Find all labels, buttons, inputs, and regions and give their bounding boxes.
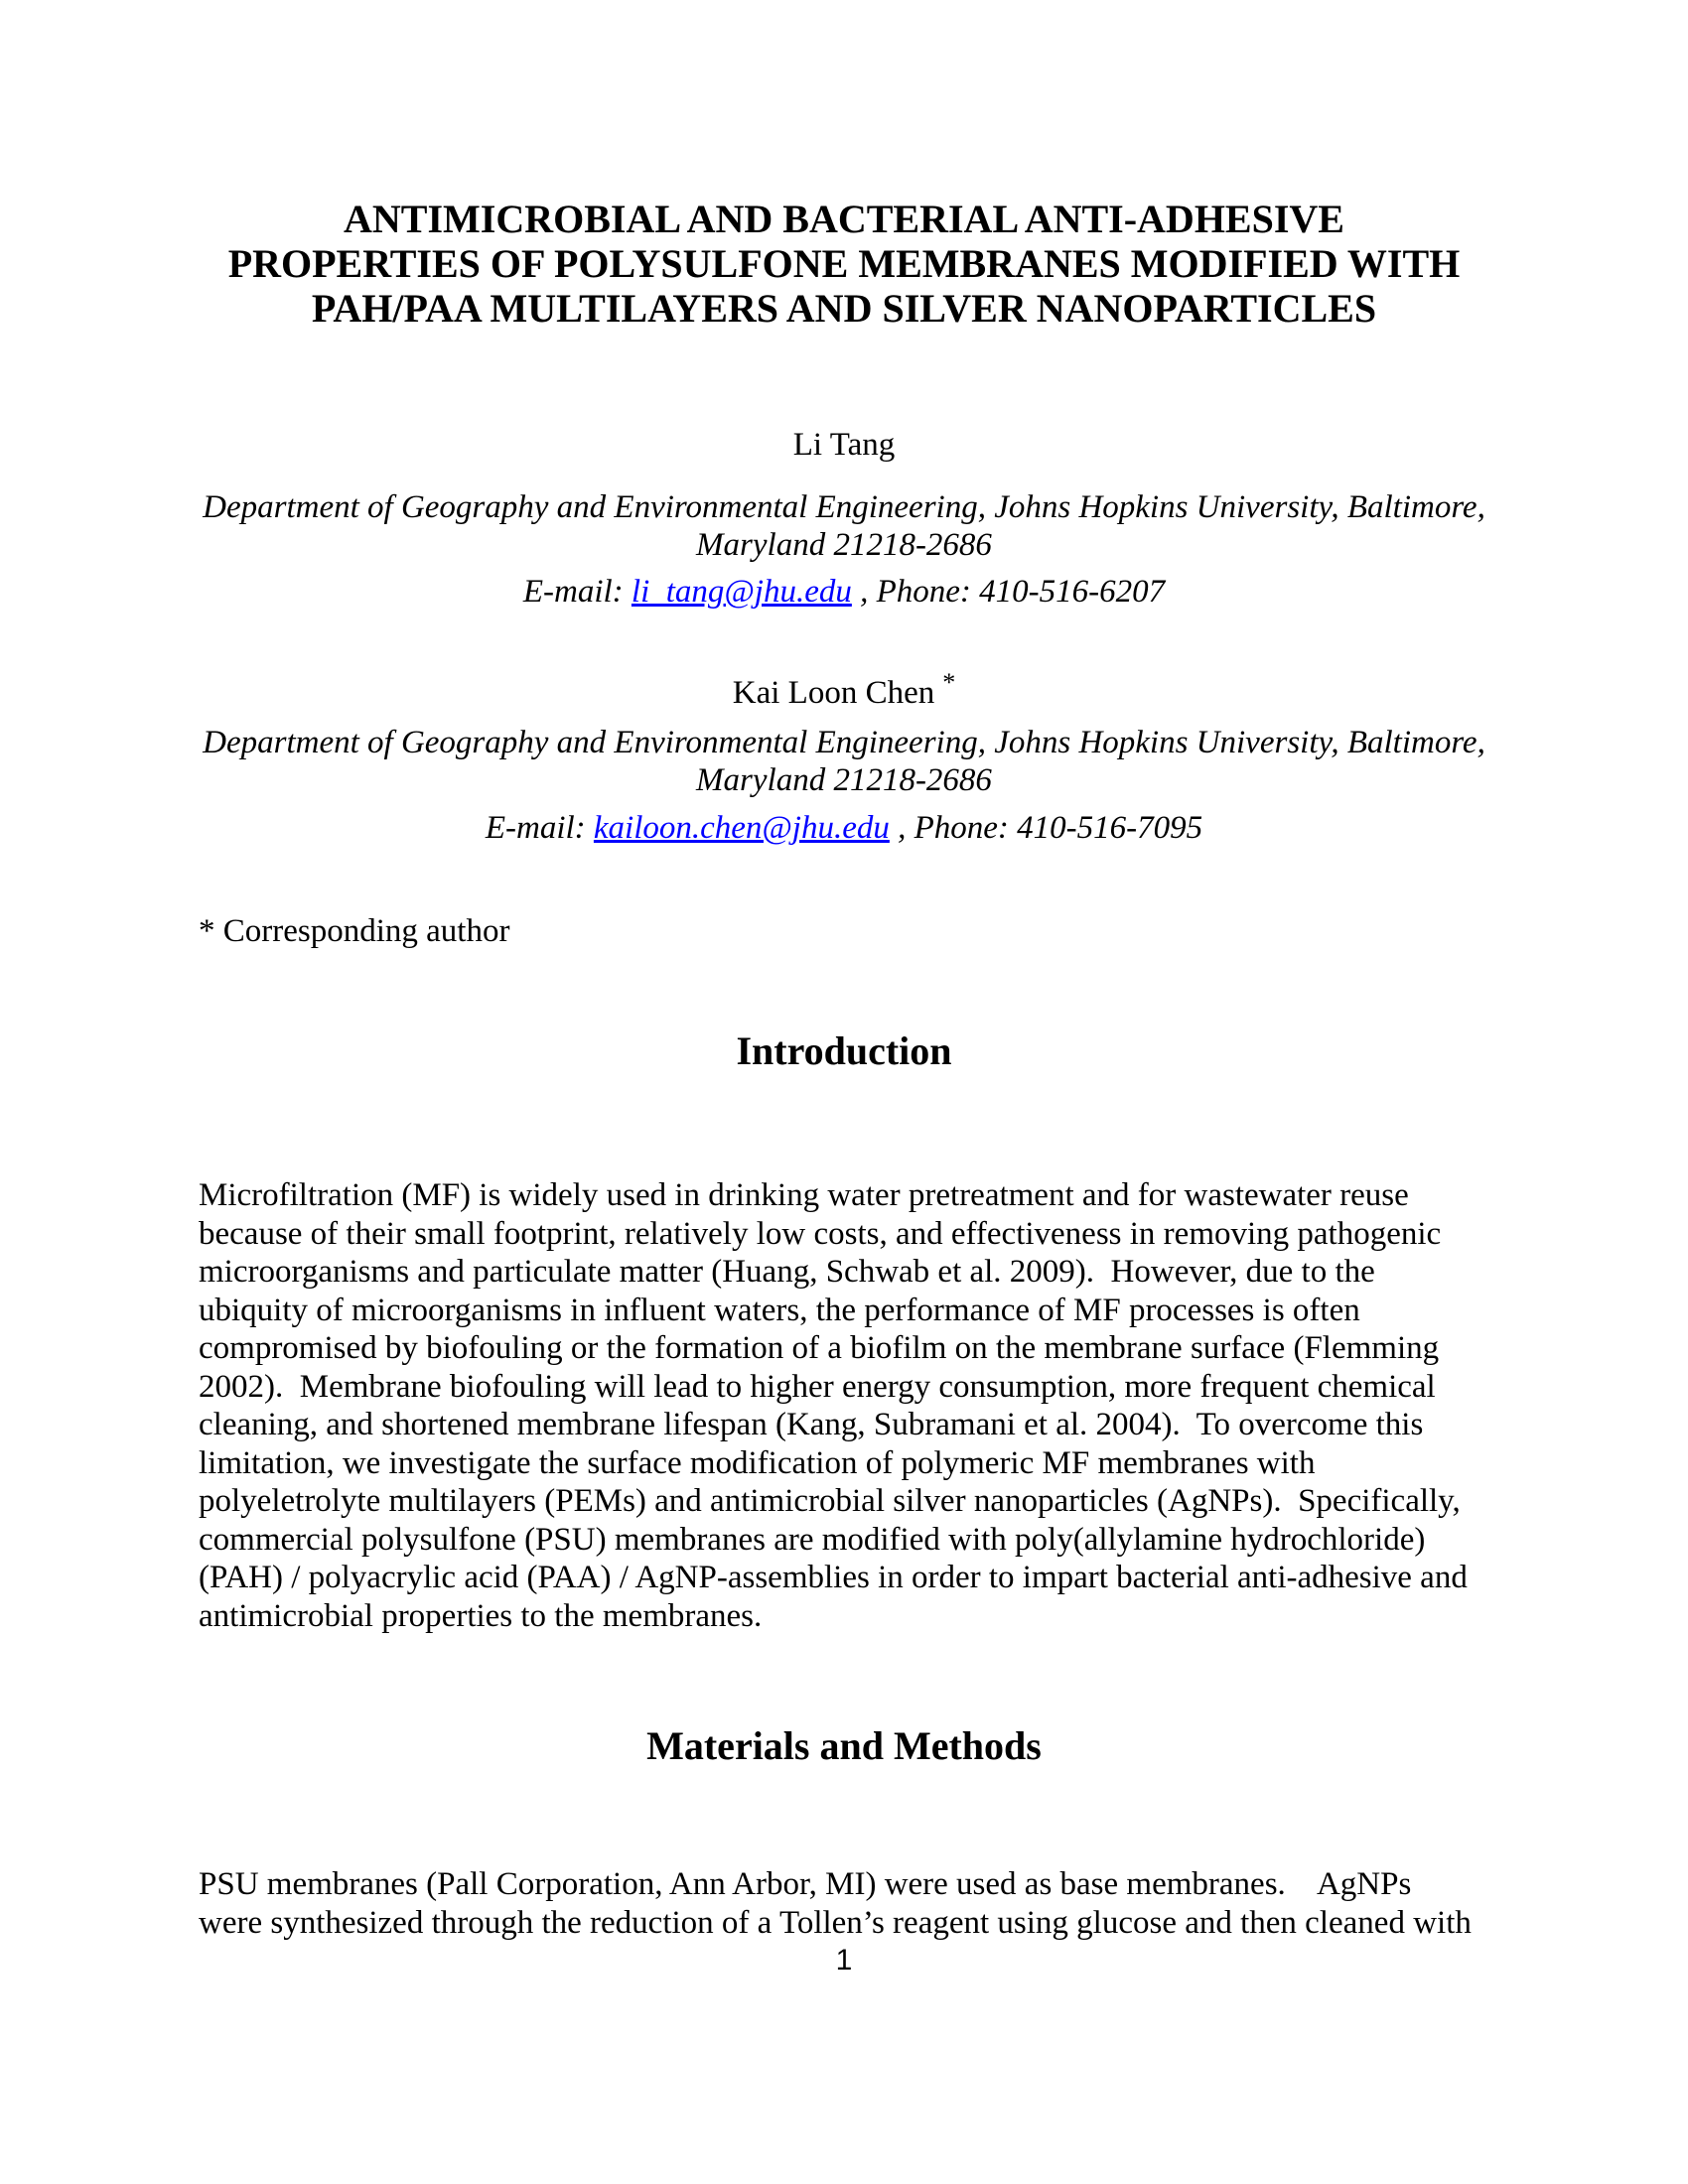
paper-title xyxy=(199,197,1489,331)
paper-title-line: ANTIMICROBIAL AND BACTERIAL ANTI-ADHESIVE xyxy=(344,197,1344,241)
introduction-paragraph xyxy=(199,1176,1489,1635)
paper-title-line: PAH/PAA MULTILAYERS AND SILVER NANOPARTICLES xyxy=(311,286,1377,331)
author-email-line-kai-loon-chen xyxy=(199,809,1489,847)
paragraph-line: because of their small footprint, relatively low costs, and effectiveness in removing pathogenic xyxy=(199,1215,1442,1252)
materials-paragraph xyxy=(199,1865,1489,1942)
phone-text: , Phone: 410-516-6207 xyxy=(851,574,1166,610)
paragraph-line: antimicrobial properties to the membranes. xyxy=(199,1597,763,1634)
corresponding-author-note: * Corresponding author xyxy=(199,913,510,949)
paragraph-line: were synthesized through the reduction of a Tollen’s reagent using glucose and then cleaned with xyxy=(199,1904,1472,1941)
paragraph-line: polyeletrolyte multilayers (PEMs) and antimicrobial silver nanoparticles (AgNPs). Specifically, xyxy=(199,1483,1461,1519)
paragraph-line: compromised by biofouling or the formation of a biofilm on the membrane surface (Flemming xyxy=(199,1330,1440,1366)
paragraph-line: PSU membranes (Pall Corporation, Ann Arbor, MI) were used as base membranes. AgNPs xyxy=(199,1866,1412,1902)
section-heading-introduction: Introduction xyxy=(736,1028,952,1073)
author-name-text: Kai Loon Chen xyxy=(732,675,935,711)
paragraph-line: Microfiltration (MF) is widely used in drinking water pretreatment and for wastewater reuse xyxy=(199,1177,1409,1213)
paragraph-line: ubiquity of microorganisms in influent waters, the performance of MF processes is often xyxy=(199,1292,1360,1328)
paragraph-line: 2002). Membrane biofouling will lead to higher energy consumption, more frequent chemical xyxy=(199,1368,1436,1405)
author-name-li-tang xyxy=(199,426,1489,464)
section-heading-materials-and-methods: Materials and Methods xyxy=(646,1723,1042,1768)
affiliation-line: Maryland 21218-2686 xyxy=(696,762,992,798)
affiliation-line: Department of Geography and Environmental Engineering, Johns Hopkins University, Baltimore, xyxy=(203,489,1485,525)
email-label: E-mail: xyxy=(485,810,594,846)
paragraph-line: commercial polysulfone (PSU) membranes are modified with poly(allylamine hydrochloride) xyxy=(199,1521,1426,1558)
page-number: 1 xyxy=(835,1944,853,1977)
paragraph-line: microorganisms and particulate matter (Huang, Schwab et al. 2009). However, due to the xyxy=(199,1254,1375,1290)
email-link-kai-loon-chen[interactable]: kailoon.chen@jhu.edu xyxy=(593,810,890,846)
affiliation-line: Department of Geography and Environmental Engineering, Johns Hopkins University, Baltimore, xyxy=(203,725,1485,760)
paper-title-line: PROPERTIES OF POLYSULFONE MEMBRANES MODIFIED WITH xyxy=(227,241,1461,286)
email-link-li-tang[interactable]: li_tang@jhu.edu xyxy=(631,574,852,610)
paragraph-line: cleaning, and shortened membrane lifespan (Kang, Subramani et al. 2004). To overcome this xyxy=(199,1407,1424,1442)
author-affiliation-li-tang xyxy=(199,488,1489,564)
paragraph-line: limitation, we investigate the surface modification of polymeric MF membranes with xyxy=(199,1444,1316,1481)
author-email-line-li-tang xyxy=(199,573,1489,611)
paragraph-line: (PAH) / polyacrylic acid (PAA) / AgNP-assemblies in order to impart bacterial anti-adhesive and xyxy=(199,1560,1468,1595)
phone-text: , Phone: 410-516-7095 xyxy=(889,810,1203,846)
author-affiliation-kai-loon-chen xyxy=(199,724,1489,799)
affiliation-line: Maryland 21218-2686 xyxy=(696,527,992,563)
corresponding-author-asterisk: * xyxy=(942,668,956,697)
email-label: E-mail: xyxy=(522,574,632,610)
author-name-kai-loon-chen xyxy=(199,668,1489,712)
author-name-text: Li Tang xyxy=(792,427,896,463)
